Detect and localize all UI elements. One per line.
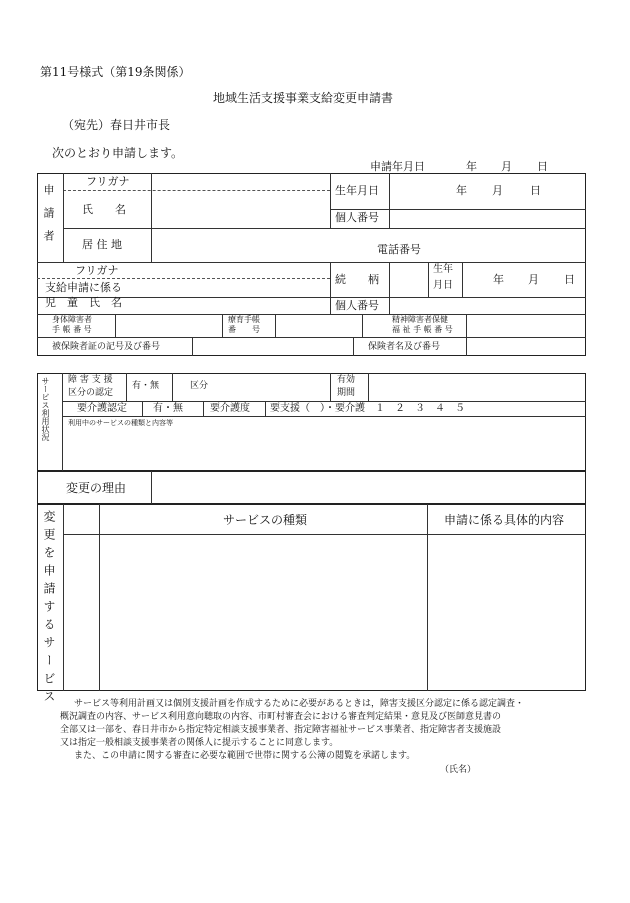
insurer-name-label: 保険者名及び番号 (368, 342, 441, 352)
applicant-birth-month: 月 (492, 184, 503, 197)
services-in-use-label: 利用中のサービスの種類と内容等 (68, 419, 173, 427)
applicant-birth-year: 年 (456, 184, 467, 197)
consent-line-2: 概況調査の内容、サービス利用意向聴取の内容、市町村審査会における審査判定結果・意見及び医師意見書の (60, 712, 502, 722)
child-furigana-label: フリガナ (75, 264, 119, 277)
care-cert-label: 要介護認定 (77, 403, 127, 414)
consent-line-1: サービス等利用計画又は個別支援計画を作成するために必要があるときは，障害支援区分認定に係る認定調査・ (74, 699, 525, 709)
addressee: （宛先）春日井市長 (62, 118, 171, 132)
child-birth-label-1: 生年 (433, 264, 453, 275)
physical-handbook-label-1: 身体障害者 (52, 315, 92, 324)
physical-handbook-label-2: 手 帳 番 号 (52, 325, 92, 334)
child-birth-label-2: 月日 (433, 280, 453, 291)
child-birth-month: 月 (528, 273, 539, 286)
care-level-label: 要介護度 (210, 403, 250, 414)
date-year: 年 (466, 160, 477, 173)
application-date-label: 申請年月日 (370, 160, 425, 173)
applicant-birth-day: 日 (530, 184, 541, 197)
disability-cert-yes-no: 有・無 (132, 381, 160, 391)
mental-handbook-label-2: 福 祉 手 帳 番 号 (392, 325, 453, 334)
category-label: 区分 (190, 381, 209, 391)
ryoiku-handbook-label-1: 療育手帳 (228, 315, 260, 324)
applicant-phone-label: 電話番号 (377, 243, 421, 256)
furigana-divider (63, 190, 330, 191)
date-month: 月 (501, 160, 512, 173)
applicant-block (37, 173, 586, 356)
form-number: 第11号様式（第19条関係） (40, 65, 191, 79)
applicant-personal-number-label: 個人番号 (335, 211, 379, 224)
care-level-options: 要支援（ ）・要介護 １ ２ ３ ４ ５ (270, 403, 465, 414)
intro-text: 次のとおり申請します。 (52, 146, 184, 160)
consent-line-5: また、この申請に関する審査に必要な範囲で世帯に関する公簿の閲覧を承諾します。 (74, 751, 416, 761)
child-birth-year: 年 (493, 273, 504, 286)
applicant-name-label: 氏 名 (82, 203, 126, 216)
mental-handbook-label-1: 精神障害者保健 (392, 315, 448, 324)
insured-number-label: 被保険者証の記号及び番号 (52, 342, 161, 352)
valid-period-label-2: 期間 (337, 388, 356, 398)
service-type-header: サービスの種類 (223, 513, 308, 527)
care-cert-yes-no: 有・無 (153, 403, 183, 414)
change-services-side-label: 変更を申請するサービス (42, 510, 56, 708)
child-name-label-1: 支給申請に係る (45, 281, 122, 294)
service-status-side-label: サービス利用状況 (41, 377, 50, 441)
child-personal-number-label: 個人番号 (335, 299, 379, 312)
applicant-furigana-label: フリガナ (86, 175, 130, 188)
signature-label: （氏名） (440, 765, 477, 775)
disability-cert-label-2: 区分の認定 (68, 388, 114, 398)
change-reason-label: 変更の理由 (66, 481, 127, 495)
consent-line-3: 全部又は一部を、春日井市から指定特定相談支援事業者、指定障害福祉サービス事業者、指定障害者支援施設 (60, 725, 502, 735)
applicant-address-label: 居 住 地 (82, 238, 122, 251)
change-services-block (37, 504, 586, 691)
valid-period-label-1: 有効 (337, 375, 356, 385)
child-name-label-2: 児 童 氏 名 (45, 296, 122, 309)
disability-cert-label-1: 障 害 支 援 (68, 375, 113, 385)
ryoiku-handbook-label-2: 番 号 (228, 325, 260, 334)
date-day: 日 (537, 160, 548, 173)
applicant-side-label: 申請者 (42, 184, 55, 253)
specific-content-header: 申請に係る具体的内容 (444, 513, 565, 527)
applicant-birthdate-label: 生年月日 (335, 184, 379, 197)
consent-line-4: 又は指定一般相談支援事業者の関係人に提示することに同意します。 (60, 738, 339, 748)
form-title: 地域生活支援事業支給変更申請書 (213, 91, 394, 105)
child-birth-day: 日 (564, 273, 575, 286)
child-relation-label: 続 柄 (335, 273, 379, 286)
